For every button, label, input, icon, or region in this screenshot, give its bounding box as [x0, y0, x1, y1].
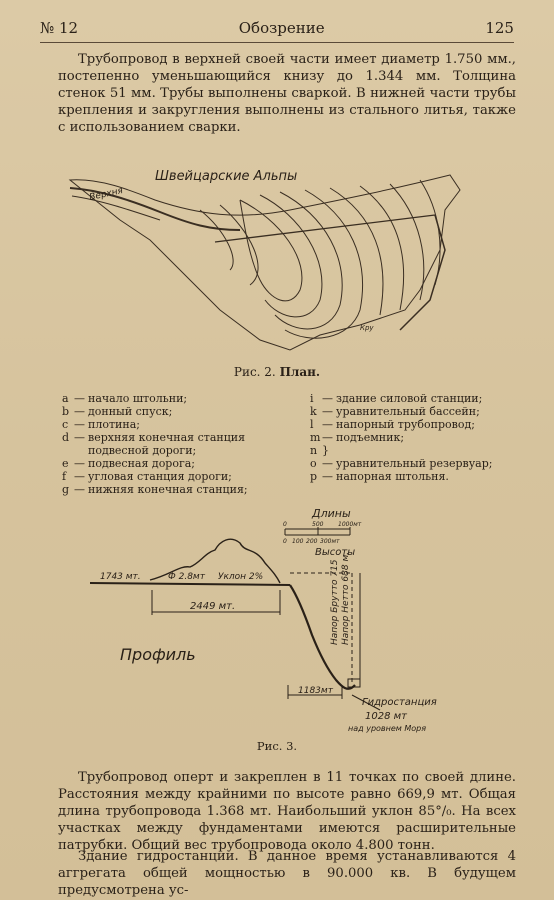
tunnel-line — [90, 583, 290, 585]
svg-text:100: 100 — [292, 538, 304, 545]
legend-item: l — напорный трубопровод; — [310, 418, 475, 431]
contour-9 — [220, 205, 258, 285]
contour-3 — [275, 192, 342, 329]
legend-item: f — угловая станция дороги; — [62, 470, 232, 483]
legend-item: e — подвесная дорога; — [62, 457, 196, 470]
legend-item: d — верхняя конечная станция подвесной дороги; — [62, 431, 246, 457]
legend-item: p — напорная штольня. — [310, 470, 449, 483]
issue-number: № 12 — [40, 19, 79, 37]
net-head: Напор Нетто 688 м. — [341, 551, 351, 645]
caption-title: План. — [279, 365, 321, 379]
heights-title: Высоты — [315, 547, 356, 558]
legend-right — [310, 392, 520, 483]
gross-head: Напор Брутто 715 — [330, 559, 340, 645]
contour-6 — [360, 186, 404, 310]
svg-text:0: 0 — [283, 538, 287, 545]
profile-title: Профиль — [120, 645, 196, 664]
paragraph-power-station: Здание гидростанции. В данное время устанавливаются 4 аггрегата общей мощностью в 90.000 кв. В будущем предусмотрена ус- — [58, 849, 516, 898]
pipeline-line — [400, 215, 445, 330]
distance-2: 1183мт — [298, 686, 333, 696]
svg-text:500: 500 — [312, 521, 324, 528]
map-title: Швейцарские Альпы — [155, 169, 298, 184]
svg-text:300мт: 300мт — [320, 538, 340, 545]
legend-item: i — здание силовой станции; — [310, 392, 483, 405]
svg-text:1000мт: 1000мт — [338, 521, 362, 528]
legend-item: g — нижняя конечная станция; — [62, 483, 248, 496]
svg-text:0: 0 — [283, 521, 287, 528]
page-header — [40, 18, 514, 38]
aerial-line — [215, 215, 435, 242]
legend-item: o — уравнительный резервуар; — [310, 457, 493, 470]
pipe-diameter: Ф 2.8мт — [168, 572, 205, 582]
journal-title: Обозрение — [238, 19, 325, 37]
legend-left — [62, 392, 304, 496]
river-label: Верхня — [88, 186, 124, 203]
station-elevation: 1028 мт — [365, 711, 407, 722]
slope-label: Уклон 2% — [218, 572, 264, 582]
left-elevation: 1743 мт. — [100, 572, 141, 582]
legend-item: b — донный спуск; — [62, 405, 173, 418]
kru-label: Кру — [360, 324, 374, 332]
header-rule — [40, 42, 514, 43]
paragraph-pipeline-diameter: Трубопровод в верхней своей части имеет диаметр 1.750 мм., постепенно уменьшающийся книзу до 1.344 мм. Толщина стенок 51 мм. Трубы выполнены сваркой. В нижней части трубы крепления и закругления выполнены из стального литья, также с использованием сварки. — [58, 52, 516, 135]
figure-3-caption: Рис. 3. — [256, 739, 298, 753]
contour-4 — [285, 190, 363, 338]
legend-item: a — начало штольни; — [62, 392, 188, 405]
distance-1: 2449 мт. — [190, 601, 236, 612]
scale-title: Длины — [312, 507, 351, 520]
legend-item: m — подъемник; — [310, 431, 405, 444]
paragraph-pipeline-support: Трубопровод оперт и закреплен в 11 точках по своей длине. Расстояния между крайними по высоте равно 669,9 мт. Общая длина трубопровода 1.368 мт. Наибольший уклон 85°/₀. На всех участках между фундаментами имеются расширительные патрубки. Общий вес трубопровода около 4.800 тонн. — [58, 770, 516, 853]
page-number: 125 — [485, 19, 514, 37]
station-elevation-note: над уровнем Моря — [348, 724, 427, 733]
figure-2-caption — [0, 365, 554, 379]
legend-item: n } — [310, 444, 329, 457]
contour-7 — [390, 184, 424, 300]
profile-diagram — [80, 505, 480, 740]
plan-map — [60, 160, 490, 360]
legend-item: k — уравнительный бассейн; — [310, 405, 480, 418]
contour-5 — [330, 188, 383, 315]
station-label: Гидростанция — [362, 697, 437, 708]
caption-prefix: Рис. 2. — [233, 365, 276, 379]
legend-item: c — плотина; — [62, 418, 140, 431]
svg-text:200: 200 — [306, 538, 318, 545]
